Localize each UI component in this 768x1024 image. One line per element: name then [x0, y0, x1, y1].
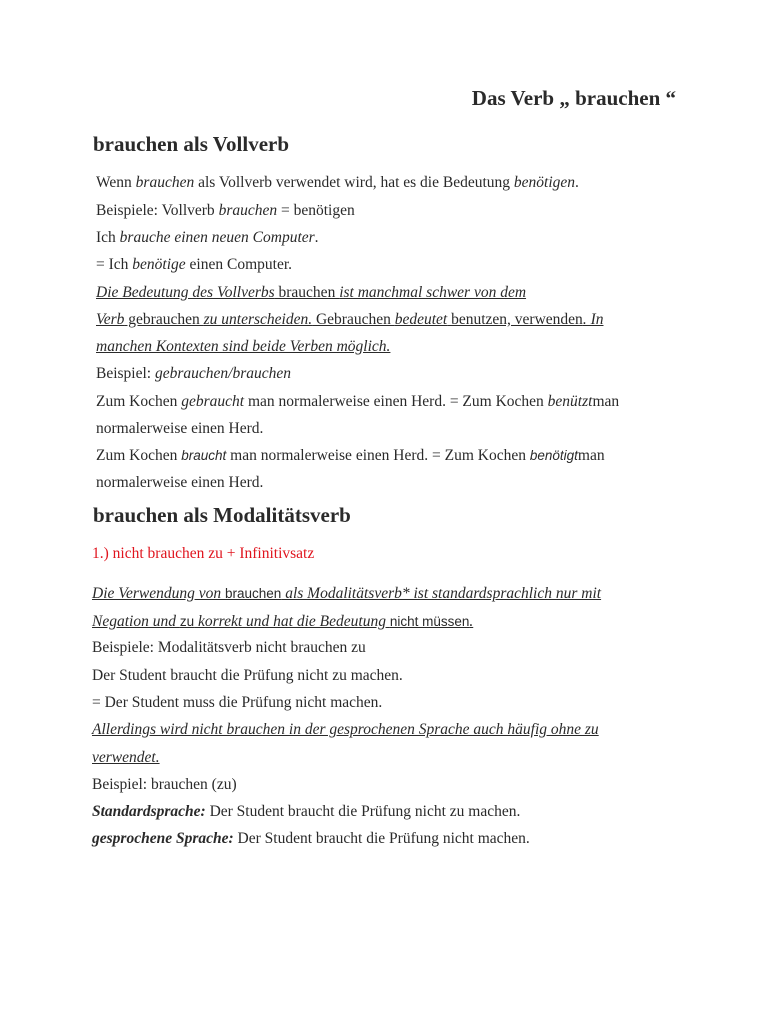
- text: brauchen: [274, 284, 340, 301]
- text: .: [314, 229, 319, 246]
- text: man: [592, 393, 620, 410]
- italic-text: gebraucht: [181, 393, 245, 410]
- paragraph-line: [96, 419, 263, 439]
- italic-text: Verb: [96, 311, 125, 328]
- italic-text: Allerdings wird nicht brauchen in der gesprochenen Sprache auch häufig ohne zu: [92, 721, 599, 738]
- paragraph-line: [92, 829, 530, 849]
- text: Zum Kochen: [96, 447, 182, 464]
- text: man normalerweise einen Herd. = Zum Kochen: [226, 447, 530, 464]
- numbered-subheading: 1.) nicht brauchen zu + Infinitivsatz: [92, 545, 315, 562]
- paragraph-line: [96, 364, 291, 384]
- paragraph-line: Beispiele: Modalitätsverb nicht brauchen zu: [92, 639, 366, 656]
- italic-text: als Modalitätsverb* ist standardsprachlich nur mit: [281, 585, 602, 602]
- paragraph-line: [92, 802, 520, 822]
- text: = benötigen: [277, 202, 355, 219]
- paragraph-line: Der Student braucht die Prüfung nicht zu machen.: [92, 667, 403, 684]
- italic-text: benötigen: [513, 174, 576, 191]
- italic-text: brauchen: [135, 174, 195, 191]
- paragraph-line: [96, 228, 319, 248]
- text: Zum Kochen: [96, 393, 182, 410]
- paragraph-line: = Der Student muss die Prüfung nicht machen.: [92, 694, 383, 711]
- italic-text: benötige: [132, 256, 186, 273]
- document-title: Das Verb „ brauchen “: [471, 86, 676, 110]
- paragraph-line-underlined: [96, 283, 526, 303]
- text: gebrauchen: [124, 311, 204, 328]
- italic-text: zu unterscheiden.: [203, 311, 313, 328]
- italic-text: Die Bedeutung des Vollverbs: [96, 284, 275, 301]
- italic-text: . In: [582, 311, 604, 328]
- section-heading-vollverb: brauchen als Vollverb: [93, 132, 290, 156]
- italic-text: gebrauchen/brauchen: [154, 365, 292, 382]
- paragraph-line: [96, 201, 355, 221]
- paragraph-line-underlined: [96, 337, 390, 357]
- text: nicht müssen: [389, 614, 470, 629]
- italic-text: korrekt und hat die Bedeutung: [194, 613, 390, 630]
- paragraph-line: [96, 392, 619, 412]
- text: Beispiele: Vollverb: [96, 202, 219, 219]
- text: Der Student braucht die Prüfung nicht zu machen.: [205, 803, 521, 820]
- text: man normalerweise einen Herd. = Zum Kochen: [244, 393, 548, 410]
- text: man: [577, 447, 605, 464]
- text: brauchen: [225, 586, 282, 601]
- bold-italic-label: Standardsprache:: [92, 803, 206, 820]
- text: .: [575, 174, 579, 191]
- text: Der Student braucht die Prüfung nicht machen.: [233, 830, 530, 847]
- italic-text: .: [469, 613, 474, 630]
- text: einen Computer.: [185, 256, 292, 273]
- text: normalerweise einen Herd.: [96, 474, 264, 491]
- text: Gebrauchen: [312, 311, 395, 328]
- text: Ich: [96, 229, 120, 246]
- paragraph-line-underlined: [96, 310, 603, 330]
- paragraph-line: [96, 173, 579, 193]
- text: Wenn: [96, 174, 136, 191]
- paragraph-line: [96, 473, 263, 493]
- italic-text: bedeutet: [394, 311, 448, 328]
- italic-text: Negation und: [92, 613, 180, 630]
- paragraph-line-underlined: [92, 748, 160, 768]
- italic-text: brauche einen neuen Computer: [119, 229, 315, 246]
- text: normalerweise einen Herd.: [96, 420, 264, 437]
- text: Beispiel:: [96, 365, 155, 382]
- text: als Vollverb verwendet wird, hat es die Bedeutung: [194, 174, 514, 191]
- text: benutzen, verwenden: [447, 311, 583, 328]
- bold-italic-label: gesprochene Sprache:: [92, 830, 234, 847]
- italic-text: benötigt: [529, 448, 578, 463]
- paragraph-line: [96, 446, 605, 466]
- paragraph-line-underlined: [92, 720, 599, 740]
- italic-text: braucht: [181, 448, 227, 463]
- italic-text: brauchen: [218, 202, 278, 219]
- paragraph-line: Beispiel: brauchen (zu): [92, 776, 237, 793]
- italic-text: benützt: [547, 393, 593, 410]
- paragraph-line-underlined: [92, 612, 473, 632]
- paragraph-line-underlined: [92, 584, 601, 604]
- italic-text: Die Verwendung von: [92, 585, 226, 602]
- section-heading-modalitaetsverb: brauchen als Modalitätsverb: [93, 503, 351, 527]
- italic-text: verwendet.: [92, 749, 160, 766]
- text: = Ich: [96, 256, 133, 273]
- paragraph-line: [96, 255, 292, 275]
- italic-text: manchen Kontexten sind beide Verben möglich.: [96, 338, 391, 355]
- text: zu: [179, 614, 195, 629]
- italic-text: ist manchmal schwer von dem: [339, 284, 527, 301]
